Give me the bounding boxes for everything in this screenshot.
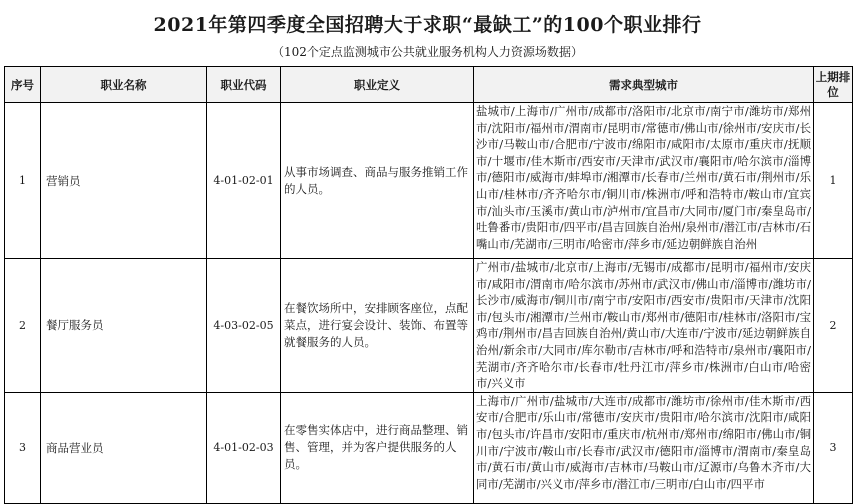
cell-occupation-definition: 在零售实体店中，进行商品整理、销售、管理，并为客户提供服务的人员。 [281,392,474,503]
table-row [5,103,853,259]
cell-index: 1 [5,103,41,259]
column-header-cities: 需求典型城市 [474,67,814,103]
table-row [5,392,853,503]
cell-occupation-name: 餐厅服务员 [41,259,207,393]
occupation-ranking-table [4,66,853,504]
cell-occupation-code: 4-01-02-03 [207,392,281,503]
cell-demand-cities: 盐城市/上海市/广州市/成都市/洛阳市/北京市/南宁市/潍坊市/郑州市/沈阳市/福州市/渭南市/昆明市/常德市/佛山市/徐州市/安庆市/长沙市/马鞍山市/合肥市/宁波市/绵阳市/咸阳市/太原市/重庆市/抚顺市/十堰市/佳木斯市/西安市/天津市/武汉市/襄阳市/哈尔滨市/淄博市/德阳市/威海市/蚌埠市/湘潭市/长春市/兰州市/黄石市/荆州市/乐山市/桂林市/齐齐哈尔市/铜川市/株洲市/呼和浩特市/鞍山市/宜宾市/汕头市/玉溪市/黄山市/泸州市/宜昌市/大同市/厦门市/秦皇岛市/吐鲁番市/贵阳市/四平市/昌吉回族自治州/泉州市/潜江市/吉林市/石嘴山市/芜湖市/三明市/哈密市/萍乡市/延边朝鲜族自治州 [474,103,814,259]
cell-occupation-name: 营销员 [41,103,207,259]
page-subtitle: （102个定点监测城市公共就业服务机构人力资源场数据） [272,45,583,59]
cell-prev-rank: 1 [814,103,853,259]
column-header-code: 职业代码 [207,67,281,103]
column-header-definition: 职业定义 [281,67,474,103]
cell-prev-rank: 3 [814,392,853,503]
column-header-index: 序号 [5,67,41,103]
cell-occupation-definition: 在餐饮场所中，安排顾客座位，点配菜点，进行宴会设计、装饰、布置等就餐服务的人员。 [281,259,474,393]
table-header-row [5,67,853,103]
cell-occupation-name: 商品营业员 [41,392,207,503]
page-title: 2021年第四季度全国招聘大于求职“最缺工”的100个职业排行 [153,14,702,36]
column-header-name: 职业名称 [41,67,207,103]
cell-demand-cities: 广州市/盐城市/北京市/上海市/无锡市/成都市/昆明市/福州市/安庆市/咸阳市/渭南市/哈尔滨市/苏州市/武汉市/佛山市/淄博市/潍坊市/长沙市/威海市/铜川市/南宁市/安阳市/西安市/贵阳市/天津市/沈阳市/包头市/湘潭市/兰州市/鞍山市/郑州市/德阳市/桂林市/洛阳市/宝鸡市/荆州市/昌吉回族自治州/黄山市/大连市/宁波市/延边朝鲜族自治州/新余市/大同市/库尔勒市/吉林市/呼和浩特市/泉州市/襄阳市/芜湖市/齐齐哈尔市/长春市/牡丹江市/萍乡市/株洲市/白山市/哈密市/兴义市 [474,259,814,393]
table-row [5,259,853,393]
cell-occupation-definition: 从事市场调查、商品与服务推销工作的人员。 [281,103,474,259]
cell-demand-cities: 上海市/广州市/盐城市/大连市/成都市/潍坊市/徐州市/佳木斯市/西安市/合肥市/乐山市/常德市/安庆市/贵阳市/哈尔滨市/沈阳市/咸阳市/包头市/许昌市/安阳市/重庆市/杭州市/郑州市/绵阳市/佛山市/铜川市/宁波市/鞍山市/长春市/武汉市/德阳市/淄博市/渭南市/秦皇岛市/黄石市/黄山市/威海市/吉林市/马鞍山市/辽源市/乌鲁木齐市/大同市/芜湖市/兴义市/萍乡市/潜江市/三明市/白山市/四平市 [474,392,814,503]
cell-prev-rank: 2 [814,259,853,393]
cell-index: 2 [5,259,41,393]
cell-index: 3 [5,392,41,503]
cell-occupation-code: 4-03-02-05 [207,259,281,393]
cell-occupation-code: 4-01-02-01 [207,103,281,259]
column-header-prev-rank: 上期排位 [814,67,853,103]
